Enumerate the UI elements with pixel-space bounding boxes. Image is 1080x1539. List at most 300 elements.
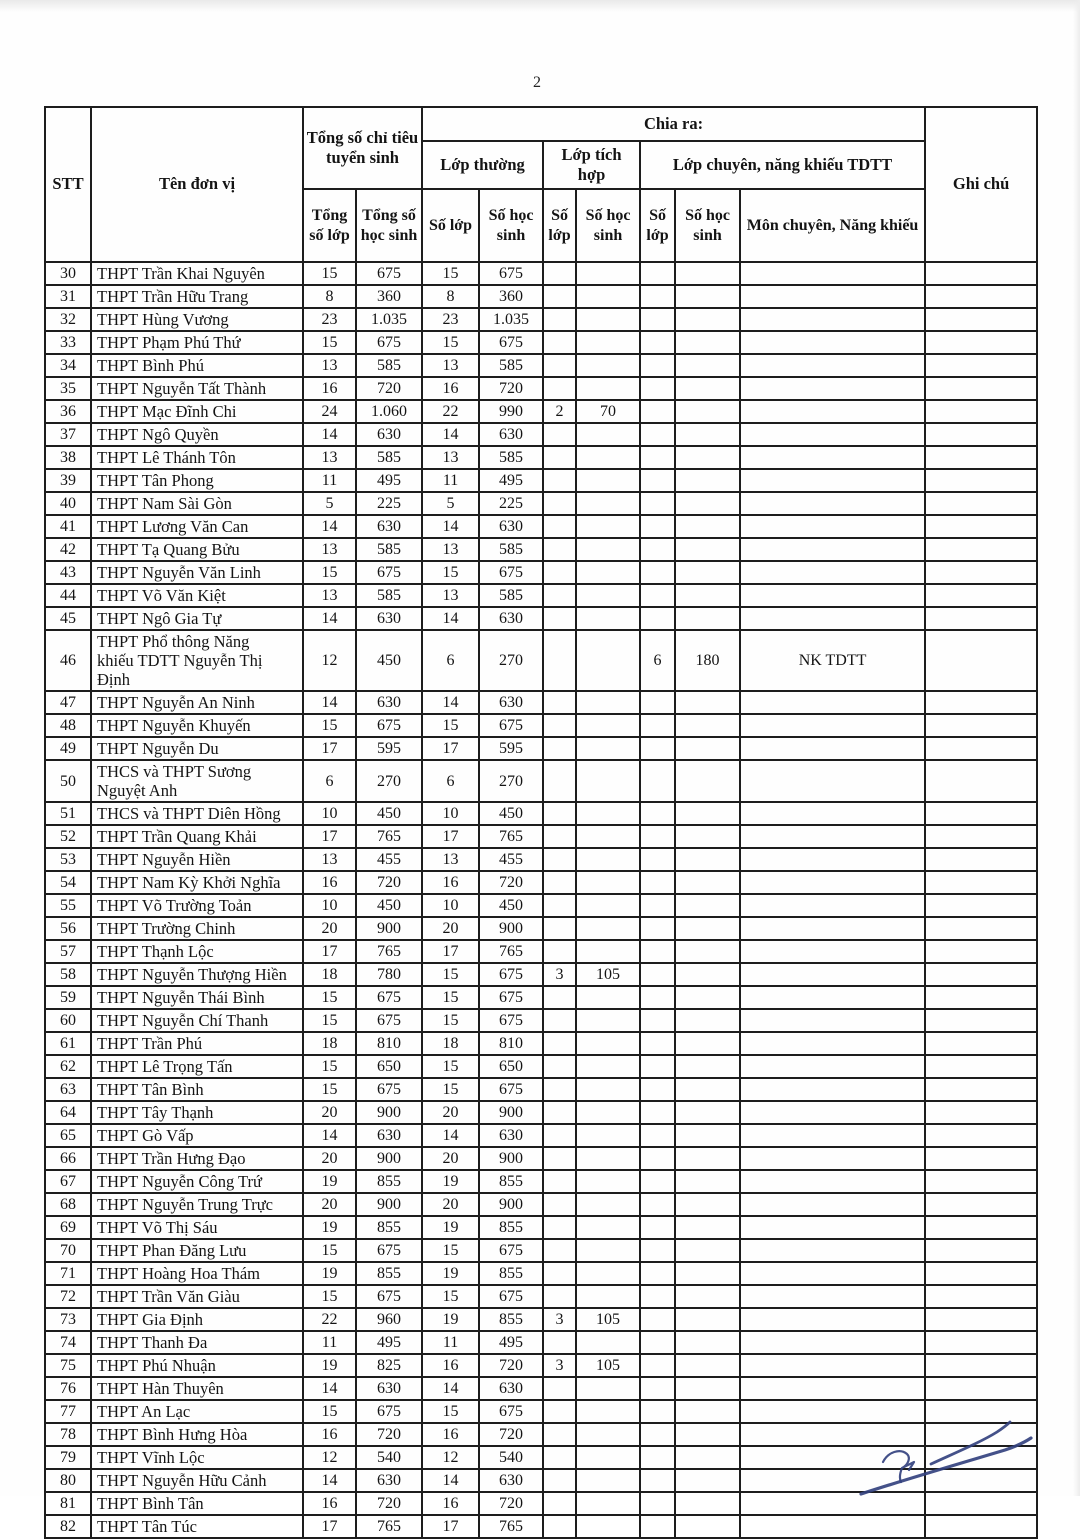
cell-ten-don-vi: THPT Lê Trọng Tấn bbox=[91, 1055, 303, 1078]
cell-chuyen-so-hoc-sinh bbox=[675, 1423, 740, 1446]
cell-tong-so-hoc-sinh: 855 bbox=[356, 1170, 422, 1193]
cell-thuong-so-hoc-sinh: 720 bbox=[479, 1492, 543, 1515]
cell-mon-chuyen bbox=[740, 331, 925, 354]
cell-stt: 72 bbox=[45, 1285, 91, 1308]
cell-ghi-chu bbox=[925, 354, 1037, 377]
cell-tichhop-so-hoc-sinh bbox=[576, 1492, 640, 1515]
cell-ghi-chu bbox=[925, 400, 1037, 423]
cell-stt: 78 bbox=[45, 1423, 91, 1446]
cell-ghi-chu bbox=[925, 1331, 1037, 1354]
cell-ghi-chu bbox=[925, 308, 1037, 331]
cell-tichhop-so-lop bbox=[543, 1124, 576, 1147]
cell-chuyen-so-lop bbox=[640, 940, 675, 963]
cell-thuong-so-lop: 10 bbox=[422, 894, 479, 917]
cell-tichhop-so-hoc-sinh bbox=[576, 1124, 640, 1147]
cell-tong-so-lop: 15 bbox=[303, 331, 356, 354]
cell-chuyen-so-lop bbox=[640, 1101, 675, 1124]
table-row bbox=[45, 285, 1037, 308]
cell-chuyen-so-hoc-sinh bbox=[675, 1285, 740, 1308]
cell-thuong-so-lop: 13 bbox=[422, 538, 479, 561]
cell-mon-chuyen bbox=[740, 1354, 925, 1377]
cell-tong-so-lop: 13 bbox=[303, 354, 356, 377]
cell-ten-don-vi: THPT Lương Văn Can bbox=[91, 515, 303, 538]
cell-tichhop-so-lop bbox=[543, 584, 576, 607]
cell-mon-chuyen bbox=[740, 492, 925, 515]
cell-tong-so-lop: 23 bbox=[303, 308, 356, 331]
table-row bbox=[45, 1124, 1037, 1147]
cell-thuong-so-hoc-sinh: 675 bbox=[479, 1078, 543, 1101]
cell-ten-don-vi: THPT Nguyễn Thái Bình bbox=[91, 986, 303, 1009]
cell-mon-chuyen bbox=[740, 848, 925, 871]
cell-ghi-chu bbox=[925, 423, 1037, 446]
cell-tichhop-so-hoc-sinh bbox=[576, 630, 640, 691]
cell-chuyen-so-lop bbox=[640, 1400, 675, 1423]
cell-thuong-so-lop: 6 bbox=[422, 630, 479, 691]
cell-tong-so-hoc-sinh: 630 bbox=[356, 1124, 422, 1147]
col-header-thuong-so-lop: Số lớp bbox=[422, 189, 479, 262]
cell-tichhop-so-hoc-sinh bbox=[576, 894, 640, 917]
cell-tong-so-lop: 15 bbox=[303, 1239, 356, 1262]
cell-ten-don-vi: THPT Trần Văn Giàu bbox=[91, 1285, 303, 1308]
cell-chuyen-so-hoc-sinh bbox=[675, 1147, 740, 1170]
cell-stt: 80 bbox=[45, 1469, 91, 1492]
cell-ten-don-vi: THPT Trần Phú bbox=[91, 1032, 303, 1055]
cell-thuong-so-hoc-sinh: 675 bbox=[479, 714, 543, 737]
cell-chuyen-so-hoc-sinh bbox=[675, 894, 740, 917]
cell-tong-so-lop: 18 bbox=[303, 963, 356, 986]
cell-tichhop-so-lop bbox=[543, 354, 576, 377]
cell-stt: 41 bbox=[45, 515, 91, 538]
cell-mon-chuyen bbox=[740, 894, 925, 917]
cell-stt: 36 bbox=[45, 400, 91, 423]
cell-tichhop-so-hoc-sinh bbox=[576, 871, 640, 894]
cell-tong-so-lop: 14 bbox=[303, 1469, 356, 1492]
cell-ten-don-vi: THPT Nguyễn An Ninh bbox=[91, 691, 303, 714]
table-row bbox=[45, 1446, 1037, 1469]
cell-stt: 63 bbox=[45, 1078, 91, 1101]
cell-tong-so-hoc-sinh: 675 bbox=[356, 1009, 422, 1032]
cell-tong-so-lop: 14 bbox=[303, 515, 356, 538]
cell-tichhop-so-hoc-sinh bbox=[576, 377, 640, 400]
cell-tichhop-so-hoc-sinh bbox=[576, 825, 640, 848]
cell-ten-don-vi: THPT Vĩnh Lộc bbox=[91, 1446, 303, 1469]
cell-thuong-so-hoc-sinh: 675 bbox=[479, 262, 543, 285]
table-row bbox=[45, 538, 1037, 561]
table-row bbox=[45, 1193, 1037, 1216]
col-header-lop-chuyen: Lớp chuyên, năng khiếu TDTT bbox=[640, 141, 925, 189]
cell-stt: 34 bbox=[45, 354, 91, 377]
cell-chuyen-so-lop bbox=[640, 377, 675, 400]
cell-thuong-so-lop: 16 bbox=[422, 871, 479, 894]
cell-tong-so-hoc-sinh: 540 bbox=[356, 1446, 422, 1469]
cell-tichhop-so-hoc-sinh bbox=[576, 492, 640, 515]
table-row bbox=[45, 607, 1037, 630]
cell-ten-don-vi: THPT Hoàng Hoa Thám bbox=[91, 1262, 303, 1285]
cell-tichhop-so-lop bbox=[543, 940, 576, 963]
cell-tichhop-so-lop: 3 bbox=[543, 1354, 576, 1377]
cell-thuong-so-lop: 16 bbox=[422, 1423, 479, 1446]
cell-tong-so-hoc-sinh: 720 bbox=[356, 871, 422, 894]
cell-thuong-so-hoc-sinh: 675 bbox=[479, 1239, 543, 1262]
cell-thuong-so-lop: 14 bbox=[422, 1124, 479, 1147]
cell-chuyen-so-hoc-sinh bbox=[675, 1400, 740, 1423]
cell-mon-chuyen bbox=[740, 963, 925, 986]
cell-stt: 67 bbox=[45, 1170, 91, 1193]
cell-tichhop-so-lop bbox=[543, 1239, 576, 1262]
cell-tong-so-hoc-sinh: 595 bbox=[356, 737, 422, 760]
cell-tichhop-so-lop bbox=[543, 737, 576, 760]
cell-tong-so-hoc-sinh: 585 bbox=[356, 354, 422, 377]
cell-mon-chuyen bbox=[740, 285, 925, 308]
table-row bbox=[45, 802, 1037, 825]
cell-mon-chuyen bbox=[740, 1055, 925, 1078]
cell-thuong-so-hoc-sinh: 360 bbox=[479, 285, 543, 308]
cell-tong-so-lop: 17 bbox=[303, 825, 356, 848]
cell-thuong-so-hoc-sinh: 900 bbox=[479, 1101, 543, 1124]
cell-ten-don-vi: THPT Nguyễn Hữu Cảnh bbox=[91, 1469, 303, 1492]
cell-chuyen-so-lop bbox=[640, 1285, 675, 1308]
cell-ghi-chu bbox=[925, 894, 1037, 917]
cell-ghi-chu bbox=[925, 1124, 1037, 1147]
cell-tong-so-hoc-sinh: 630 bbox=[356, 1469, 422, 1492]
cell-tong-so-hoc-sinh: 450 bbox=[356, 894, 422, 917]
cell-chuyen-so-lop bbox=[640, 1078, 675, 1101]
cell-thuong-so-hoc-sinh: 720 bbox=[479, 1354, 543, 1377]
cell-tichhop-so-hoc-sinh bbox=[576, 802, 640, 825]
cell-tichhop-so-hoc-sinh bbox=[576, 331, 640, 354]
cell-chuyen-so-lop bbox=[640, 492, 675, 515]
cell-mon-chuyen bbox=[740, 308, 925, 331]
cell-tong-so-lop: 14 bbox=[303, 423, 356, 446]
table-row bbox=[45, 963, 1037, 986]
cell-tong-so-hoc-sinh: 765 bbox=[356, 1515, 422, 1538]
cell-tong-so-lop: 16 bbox=[303, 377, 356, 400]
cell-tichhop-so-lop bbox=[543, 760, 576, 802]
table-row bbox=[45, 469, 1037, 492]
cell-ghi-chu bbox=[925, 1216, 1037, 1239]
cell-chuyen-so-lop bbox=[640, 691, 675, 714]
cell-thuong-so-lop: 14 bbox=[422, 691, 479, 714]
cell-chuyen-so-lop bbox=[640, 354, 675, 377]
cell-chuyen-so-lop bbox=[640, 331, 675, 354]
cell-stt: 48 bbox=[45, 714, 91, 737]
cell-stt: 32 bbox=[45, 308, 91, 331]
table-row bbox=[45, 1032, 1037, 1055]
cell-ghi-chu bbox=[925, 469, 1037, 492]
table-row bbox=[45, 1331, 1037, 1354]
cell-tichhop-so-hoc-sinh bbox=[576, 1101, 640, 1124]
cell-tichhop-so-lop bbox=[543, 607, 576, 630]
cell-chuyen-so-lop bbox=[640, 584, 675, 607]
cell-mon-chuyen bbox=[740, 446, 925, 469]
cell-chuyen-so-lop bbox=[640, 1377, 675, 1400]
cell-chuyen-so-hoc-sinh bbox=[675, 1170, 740, 1193]
cell-ghi-chu bbox=[925, 871, 1037, 894]
cell-thuong-so-hoc-sinh: 630 bbox=[479, 423, 543, 446]
table-row bbox=[45, 1009, 1037, 1032]
cell-thuong-so-lop: 14 bbox=[422, 515, 479, 538]
cell-thuong-so-lop: 15 bbox=[422, 986, 479, 1009]
cell-mon-chuyen bbox=[740, 802, 925, 825]
cell-ten-don-vi: THPT An Lạc bbox=[91, 1400, 303, 1423]
cell-tong-so-lop: 14 bbox=[303, 1377, 356, 1400]
cell-tichhop-so-lop bbox=[543, 285, 576, 308]
cell-ghi-chu bbox=[925, 331, 1037, 354]
cell-chuyen-so-hoc-sinh bbox=[675, 825, 740, 848]
cell-mon-chuyen bbox=[740, 1423, 925, 1446]
cell-stt: 54 bbox=[45, 871, 91, 894]
cell-tong-so-hoc-sinh: 765 bbox=[356, 940, 422, 963]
cell-chuyen-so-hoc-sinh bbox=[675, 469, 740, 492]
cell-stt: 60 bbox=[45, 1009, 91, 1032]
cell-tong-so-hoc-sinh: 900 bbox=[356, 1101, 422, 1124]
table-row bbox=[45, 825, 1037, 848]
cell-ghi-chu bbox=[925, 1515, 1037, 1538]
cell-tichhop-so-hoc-sinh bbox=[576, 691, 640, 714]
cell-thuong-so-hoc-sinh: 585 bbox=[479, 538, 543, 561]
cell-chuyen-so-hoc-sinh: 180 bbox=[675, 630, 740, 691]
cell-tichhop-so-lop bbox=[543, 714, 576, 737]
cell-tichhop-so-lop bbox=[543, 1147, 576, 1170]
table-row bbox=[45, 630, 1037, 691]
cell-ghi-chu bbox=[925, 1262, 1037, 1285]
cell-thuong-so-lop: 15 bbox=[422, 262, 479, 285]
cell-chuyen-so-hoc-sinh bbox=[675, 1308, 740, 1331]
cell-stt: 77 bbox=[45, 1400, 91, 1423]
cell-tichhop-so-hoc-sinh bbox=[576, 1239, 640, 1262]
cell-thuong-so-hoc-sinh: 585 bbox=[479, 446, 543, 469]
enrollment-table bbox=[44, 106, 1038, 1539]
cell-mon-chuyen bbox=[740, 1193, 925, 1216]
table-row bbox=[45, 848, 1037, 871]
table-row bbox=[45, 423, 1037, 446]
cell-chuyen-so-hoc-sinh bbox=[675, 561, 740, 584]
cell-thuong-so-hoc-sinh: 900 bbox=[479, 1193, 543, 1216]
cell-tong-so-lop: 20 bbox=[303, 1193, 356, 1216]
cell-thuong-so-lop: 20 bbox=[422, 1147, 479, 1170]
cell-tichhop-so-lop bbox=[543, 469, 576, 492]
cell-tichhop-so-hoc-sinh bbox=[576, 262, 640, 285]
cell-ghi-chu bbox=[925, 714, 1037, 737]
cell-tichhop-so-hoc-sinh bbox=[576, 1216, 640, 1239]
cell-tichhop-so-lop bbox=[543, 1170, 576, 1193]
cell-ten-don-vi: THCS và THPT Diên Hồng bbox=[91, 802, 303, 825]
cell-tong-so-lop: 12 bbox=[303, 1446, 356, 1469]
cell-tong-so-hoc-sinh: 585 bbox=[356, 584, 422, 607]
cell-thuong-so-lop: 15 bbox=[422, 1400, 479, 1423]
cell-thuong-so-hoc-sinh: 765 bbox=[479, 1515, 543, 1538]
cell-ghi-chu bbox=[925, 1400, 1037, 1423]
cell-chuyen-so-lop bbox=[640, 714, 675, 737]
cell-ten-don-vi: THPT Lê Thánh Tôn bbox=[91, 446, 303, 469]
cell-ten-don-vi: THPT Thanh Đa bbox=[91, 1331, 303, 1354]
cell-chuyen-so-hoc-sinh bbox=[675, 940, 740, 963]
cell-tichhop-so-hoc-sinh bbox=[576, 1193, 640, 1216]
cell-tichhop-so-lop bbox=[543, 1400, 576, 1423]
cell-thuong-so-hoc-sinh: 990 bbox=[479, 400, 543, 423]
cell-ten-don-vi: THPT Gia Định bbox=[91, 1308, 303, 1331]
cell-tong-so-lop: 10 bbox=[303, 802, 356, 825]
cell-thuong-so-lop: 20 bbox=[422, 1193, 479, 1216]
cell-mon-chuyen bbox=[740, 584, 925, 607]
cell-tong-so-hoc-sinh: 960 bbox=[356, 1308, 422, 1331]
cell-tong-so-lop: 11 bbox=[303, 1331, 356, 1354]
cell-ten-don-vi: THPT Bình Tân bbox=[91, 1492, 303, 1515]
cell-tichhop-so-lop bbox=[543, 446, 576, 469]
cell-tichhop-so-lop bbox=[543, 1446, 576, 1469]
cell-thuong-so-lop: 20 bbox=[422, 1101, 479, 1124]
cell-ten-don-vi: THPT Nguyễn Văn Linh bbox=[91, 561, 303, 584]
cell-chuyen-so-lop bbox=[640, 1193, 675, 1216]
table-row bbox=[45, 561, 1037, 584]
cell-stt: 46 bbox=[45, 630, 91, 691]
cell-tong-so-lop: 15 bbox=[303, 1285, 356, 1308]
cell-thuong-so-lop: 16 bbox=[422, 1492, 479, 1515]
cell-tong-so-lop: 16 bbox=[303, 1423, 356, 1446]
cell-ghi-chu bbox=[925, 1193, 1037, 1216]
col-header-thuong-so-hoc-sinh: Số học sinh bbox=[479, 189, 543, 262]
cell-tong-so-hoc-sinh: 855 bbox=[356, 1216, 422, 1239]
cell-tong-so-lop: 17 bbox=[303, 1515, 356, 1538]
cell-thuong-so-lop: 13 bbox=[422, 848, 479, 871]
cell-chuyen-so-lop bbox=[640, 1354, 675, 1377]
cell-ten-don-vi: THPT Trần Quang Khải bbox=[91, 825, 303, 848]
cell-tong-so-hoc-sinh: 675 bbox=[356, 1400, 422, 1423]
cell-ten-don-vi: THPT Nguyễn Hiền bbox=[91, 848, 303, 871]
cell-tong-so-hoc-sinh: 1.035 bbox=[356, 308, 422, 331]
cell-tong-so-lop: 13 bbox=[303, 584, 356, 607]
cell-chuyen-so-hoc-sinh bbox=[675, 1055, 740, 1078]
table-row bbox=[45, 1101, 1037, 1124]
cell-ten-don-vi: THPT Ngô Quyền bbox=[91, 423, 303, 446]
cell-tong-so-hoc-sinh: 270 bbox=[356, 760, 422, 802]
cell-tong-so-hoc-sinh: 720 bbox=[356, 377, 422, 400]
cell-ghi-chu bbox=[925, 285, 1037, 308]
cell-tong-so-hoc-sinh: 455 bbox=[356, 848, 422, 871]
cell-stt: 53 bbox=[45, 848, 91, 871]
cell-chuyen-so-hoc-sinh bbox=[675, 446, 740, 469]
cell-chuyen-so-hoc-sinh bbox=[675, 400, 740, 423]
cell-stt: 73 bbox=[45, 1308, 91, 1331]
cell-thuong-so-lop: 14 bbox=[422, 607, 479, 630]
cell-tichhop-so-hoc-sinh bbox=[576, 1331, 640, 1354]
cell-ten-don-vi: THPT Võ Thị Sáu bbox=[91, 1216, 303, 1239]
cell-thuong-so-lop: 19 bbox=[422, 1262, 479, 1285]
cell-tong-so-hoc-sinh: 450 bbox=[356, 630, 422, 691]
cell-mon-chuyen bbox=[740, 1400, 925, 1423]
table-row bbox=[45, 691, 1037, 714]
cell-mon-chuyen bbox=[740, 760, 925, 802]
cell-tichhop-so-hoc-sinh bbox=[576, 848, 640, 871]
cell-stt: 82 bbox=[45, 1515, 91, 1538]
cell-tong-so-hoc-sinh: 675 bbox=[356, 561, 422, 584]
cell-tichhop-so-hoc-sinh bbox=[576, 1377, 640, 1400]
cell-thuong-so-lop: 12 bbox=[422, 1446, 479, 1469]
cell-tichhop-so-hoc-sinh bbox=[576, 1032, 640, 1055]
cell-tong-so-lop: 15 bbox=[303, 1400, 356, 1423]
cell-thuong-so-hoc-sinh: 630 bbox=[479, 1469, 543, 1492]
cell-tong-so-lop: 20 bbox=[303, 917, 356, 940]
cell-thuong-so-lop: 17 bbox=[422, 1515, 479, 1538]
cell-tong-so-hoc-sinh: 900 bbox=[356, 917, 422, 940]
cell-chuyen-so-hoc-sinh bbox=[675, 515, 740, 538]
cell-tong-so-hoc-sinh: 675 bbox=[356, 1078, 422, 1101]
cell-thuong-so-lop: 18 bbox=[422, 1032, 479, 1055]
cell-tong-so-hoc-sinh: 630 bbox=[356, 607, 422, 630]
cell-stt: 45 bbox=[45, 607, 91, 630]
table-row bbox=[45, 1354, 1037, 1377]
cell-stt: 42 bbox=[45, 538, 91, 561]
cell-mon-chuyen bbox=[740, 1009, 925, 1032]
cell-thuong-so-lop: 10 bbox=[422, 802, 479, 825]
table-row bbox=[45, 492, 1037, 515]
cell-ghi-chu bbox=[925, 1446, 1037, 1469]
cell-stt: 56 bbox=[45, 917, 91, 940]
table-row bbox=[45, 894, 1037, 917]
cell-stt: 74 bbox=[45, 1331, 91, 1354]
cell-chuyen-so-lop bbox=[640, 262, 675, 285]
cell-thuong-so-hoc-sinh: 720 bbox=[479, 1423, 543, 1446]
cell-tong-so-lop: 15 bbox=[303, 986, 356, 1009]
col-header-chuyen-so-hoc-sinh: Số học sinh bbox=[675, 189, 740, 262]
col-header-chuyen-so-lop: Số lớp bbox=[640, 189, 675, 262]
cell-tong-so-lop: 15 bbox=[303, 561, 356, 584]
cell-mon-chuyen bbox=[740, 469, 925, 492]
cell-thuong-so-hoc-sinh: 720 bbox=[479, 871, 543, 894]
cell-chuyen-so-lop bbox=[640, 1170, 675, 1193]
table-row bbox=[45, 1400, 1037, 1423]
cell-chuyen-so-lop bbox=[640, 561, 675, 584]
table-row bbox=[45, 354, 1037, 377]
cell-ten-don-vi: THPT Trần Hữu Trang bbox=[91, 285, 303, 308]
cell-ghi-chu bbox=[925, 1469, 1037, 1492]
table-row bbox=[45, 714, 1037, 737]
cell-tong-so-hoc-sinh: 675 bbox=[356, 986, 422, 1009]
cell-stt: 71 bbox=[45, 1262, 91, 1285]
cell-ghi-chu bbox=[925, 737, 1037, 760]
cell-mon-chuyen bbox=[740, 400, 925, 423]
cell-ghi-chu bbox=[925, 1147, 1037, 1170]
cell-stt: 81 bbox=[45, 1492, 91, 1515]
cell-tichhop-so-lop bbox=[543, 308, 576, 331]
cell-tichhop-so-hoc-sinh bbox=[576, 917, 640, 940]
cell-ghi-chu bbox=[925, 760, 1037, 802]
cell-stt: 33 bbox=[45, 331, 91, 354]
cell-chuyen-so-hoc-sinh bbox=[675, 1078, 740, 1101]
cell-stt: 49 bbox=[45, 737, 91, 760]
cell-tichhop-so-hoc-sinh bbox=[576, 1009, 640, 1032]
cell-chuyen-so-hoc-sinh bbox=[675, 737, 740, 760]
cell-tichhop-so-lop bbox=[543, 1193, 576, 1216]
cell-thuong-so-hoc-sinh: 650 bbox=[479, 1055, 543, 1078]
cell-mon-chuyen bbox=[740, 1331, 925, 1354]
cell-tong-so-lop: 13 bbox=[303, 848, 356, 871]
cell-tong-so-lop: 14 bbox=[303, 1124, 356, 1147]
table-row bbox=[45, 1285, 1037, 1308]
cell-tong-so-lop: 13 bbox=[303, 446, 356, 469]
cell-mon-chuyen bbox=[740, 1124, 925, 1147]
cell-tichhop-so-hoc-sinh bbox=[576, 285, 640, 308]
cell-mon-chuyen bbox=[740, 1308, 925, 1331]
cell-tichhop-so-hoc-sinh bbox=[576, 469, 640, 492]
cell-thuong-so-hoc-sinh: 675 bbox=[479, 986, 543, 1009]
table-body bbox=[45, 262, 1037, 1538]
cell-stt: 59 bbox=[45, 986, 91, 1009]
cell-tichhop-so-lop bbox=[543, 1492, 576, 1515]
cell-stt: 70 bbox=[45, 1239, 91, 1262]
cell-chuyen-so-hoc-sinh bbox=[675, 1124, 740, 1147]
cell-chuyen-so-lop bbox=[640, 1308, 675, 1331]
